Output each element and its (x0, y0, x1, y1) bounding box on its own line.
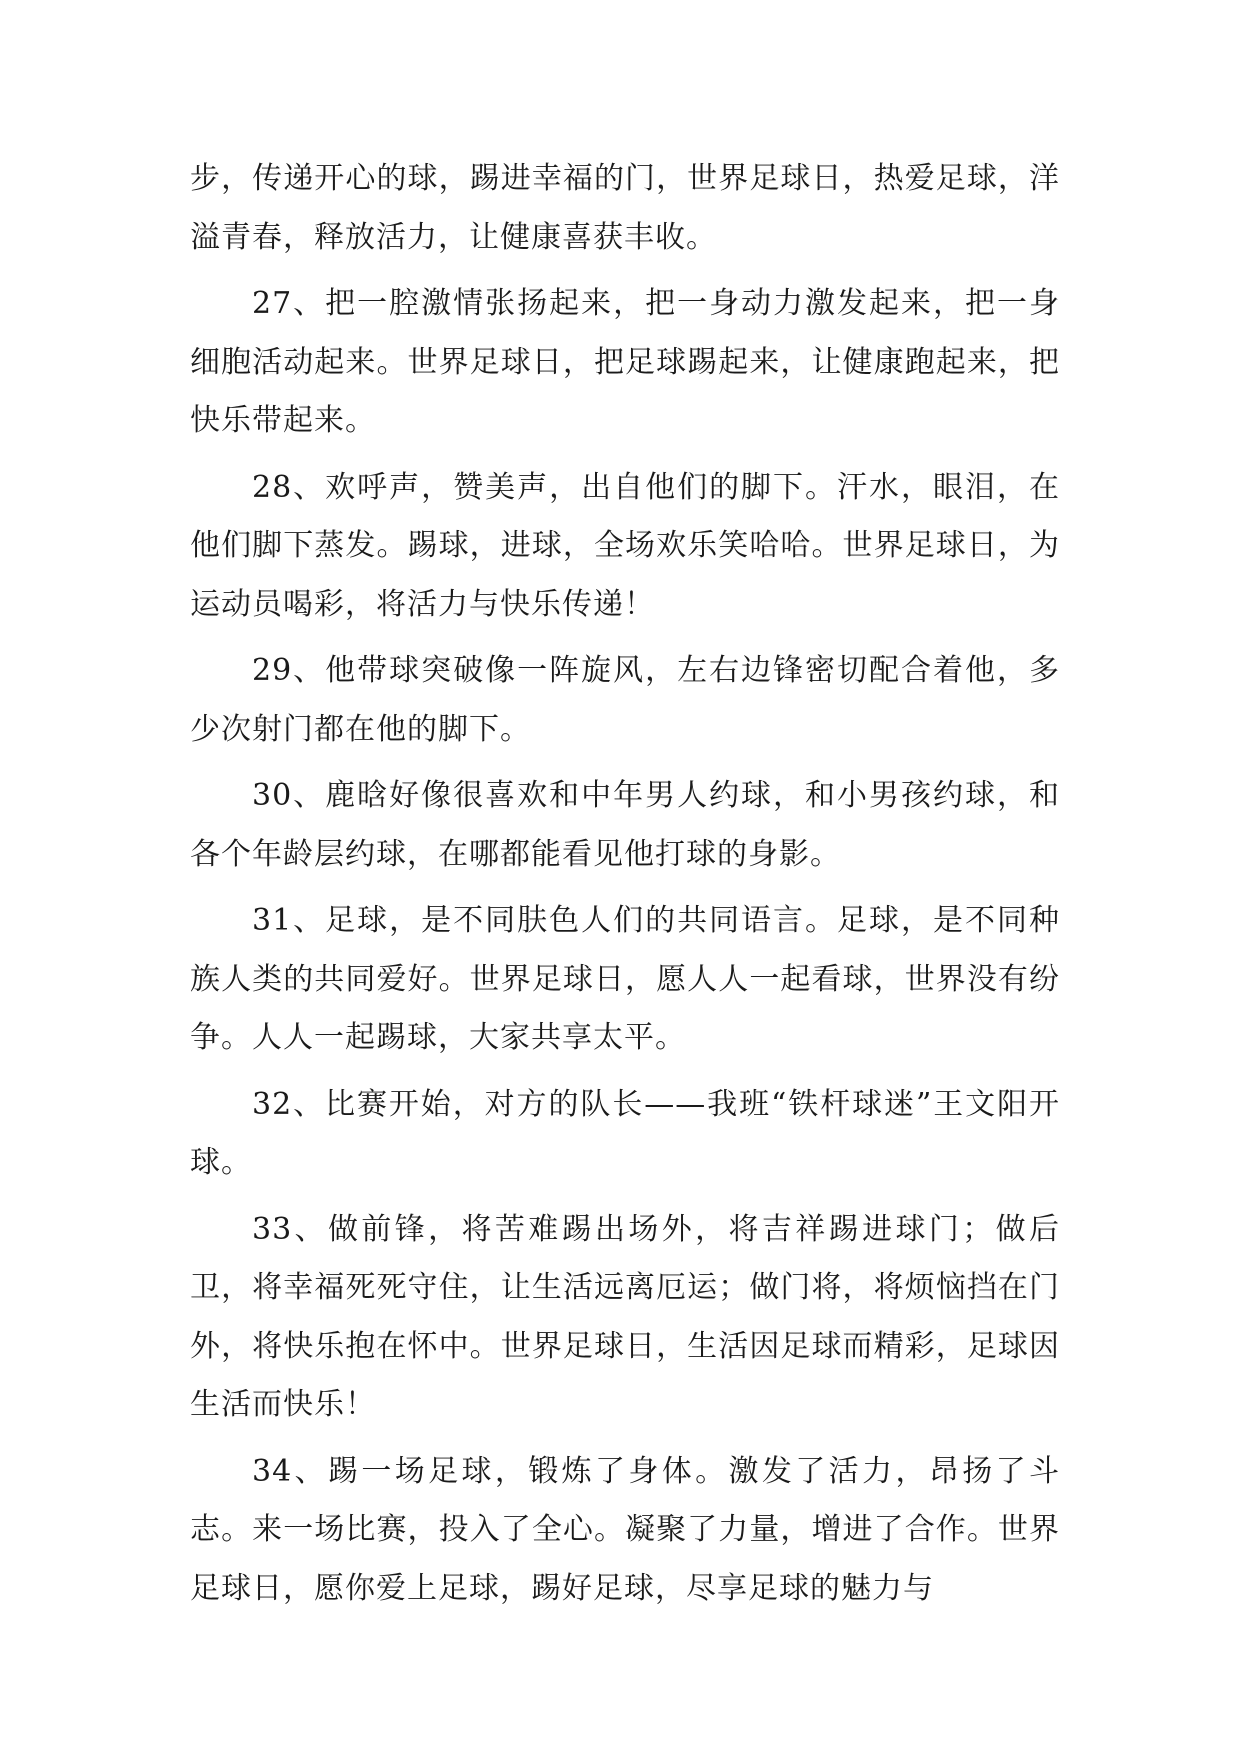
paragraph-28: 28、欢呼声，赞美声，出自他们的脚下。汗水，眼泪，在他们脚下蒸发。踢球，进球，全场欢乐笑哈哈。世界足球日，为运动员喝彩，将活力与快乐传递！ (190, 469, 1060, 622)
document-page (190, 150, 1060, 1626)
paragraph-29: 29、他带球突破像一阵旋风，左右边锋密切配合着他，多少次射门都在他的脚下。 (190, 653, 1060, 747)
paragraph-27: 27、把一腔激情张扬起来，把一身动力激发起来，把一身细胞活动起来。世界足球日，把足球踢起来，让健康跑起来，把快乐带起来。 (190, 286, 1060, 438)
paragraph-30: 30、鹿晗好像很喜欢和中年男人约球，和小男孩约球，和各个年龄层约球，在哪都能看见他打球的身影。 (190, 778, 1060, 872)
paragraph-32: 32、比赛开始，对方的队长——我班“铁杆球迷”王文阳开球。 (190, 1086, 1060, 1180)
paragraph-31: 31、足球，是不同肤色人们的共同语言。足球，是不同种族人类的共同爱好。世界足球日，愿人人一起看球，世界没有纷争。人人一起踢球，大家共享太平。 (190, 903, 1060, 1055)
paragraph-33: 33、做前锋，将苦难踢出场外，将吉祥踢进球门；做后卫，将幸福死死守住，让生活远离厄运；做门将，将烦恼挡在门外，将快乐抱在怀中。世界足球日，生活因足球而精彩，足球因生活而快乐！ (190, 1211, 1060, 1422)
paragraph-34: 34、踢一场足球，锻炼了身体。激发了活力，昂扬了斗志。来一场比赛，投入了全心。凝聚了力量，增进了合作。世界足球日，愿你爱上足球，踢好足球，尽享足球的魅力与 (190, 1453, 1060, 1606)
paragraph-continuation: 步，传递开心的球，踢进幸福的门，世界足球日，热爱足球，洋溢青春，释放活力，让健康喜获丰收。 (190, 161, 1060, 255)
